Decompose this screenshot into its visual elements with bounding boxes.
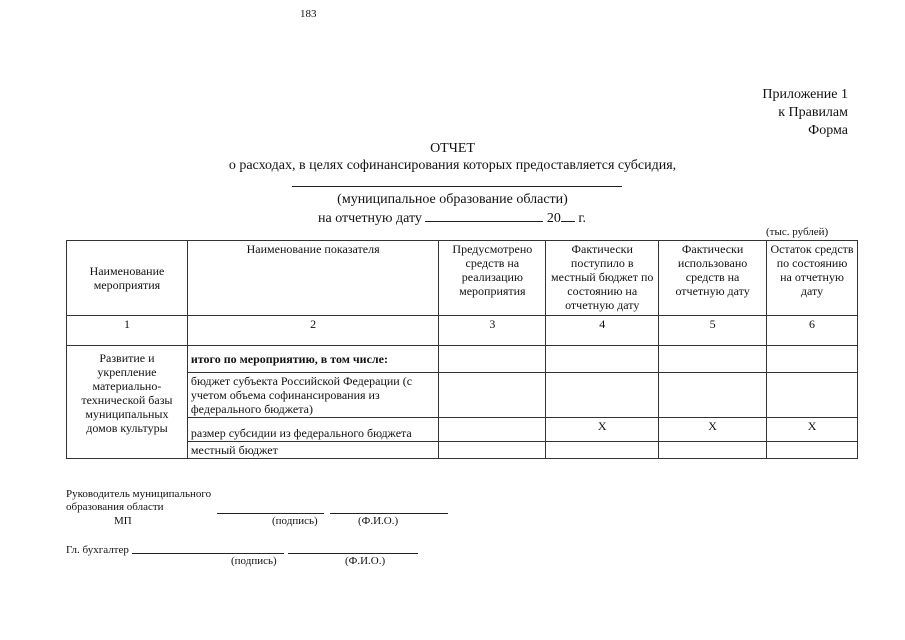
indicator-regional-budget: бюджет субъекта Российской Федерации (с учетом объема софинансирования из федерального бюджета) <box>187 373 439 418</box>
balance-cell <box>767 442 858 459</box>
municipality-label: (муниципальное образование области) <box>337 192 568 207</box>
header-planned: Предусмотрено средств на реализацию мероприятия <box>439 241 546 316</box>
report-subtitle: о расходах, в целях софинансирования которых предоставляется субсидия, <box>228 158 677 173</box>
stamp-place: МП <box>114 515 132 527</box>
header-balance: Остаток средств по состоянию на отчетную дату <box>767 241 858 316</box>
used-cell <box>659 373 767 418</box>
accountant-signature-label: (подпись) <box>231 555 277 567</box>
used-cell <box>659 346 767 373</box>
header-indicator: Наименование показателя <box>187 241 439 316</box>
date-prefix: на отчетную дату <box>318 211 422 226</box>
planned-cell <box>439 418 546 442</box>
head-signature-line <box>217 513 324 514</box>
column-number: 4 <box>546 316 659 346</box>
indicator-total: итого по мероприятию, в том числе: <box>187 346 439 373</box>
column-number: 5 <box>659 316 767 346</box>
head-title-line-1: Руководитель муниципального <box>66 488 212 500</box>
report-table <box>66 240 858 459</box>
municipality-blank-line <box>292 186 622 187</box>
received-cell: X <box>546 418 659 442</box>
accountant-signature-line <box>132 553 284 554</box>
appendix-line-2: к Правилам <box>778 105 848 120</box>
head-signature-label: (подпись) <box>272 515 318 527</box>
planned-cell <box>439 442 546 459</box>
used-cell: X <box>659 418 767 442</box>
accountant-name-line <box>288 553 418 554</box>
date-suffix: г. <box>578 211 587 226</box>
header-received: Фактически поступило в местный бюджет по состоянию на отчетную дату <box>546 241 659 316</box>
head-title-line-2: образования области <box>66 501 164 513</box>
date-blank <box>425 209 543 222</box>
accountant-fio-label: (Ф.И.О.) <box>345 555 386 567</box>
head-name-line <box>330 513 448 514</box>
indicator-federal-subsidy: размер субсидии из федерального бюджета <box>187 418 439 442</box>
balance-cell: X <box>767 418 858 442</box>
appendix-line-1: Приложение 1 <box>762 87 848 102</box>
accountant-label: Гл. бухгалтер <box>66 544 129 556</box>
received-cell <box>546 442 659 459</box>
planned-cell <box>439 373 546 418</box>
column-number: 3 <box>439 316 546 346</box>
appendix-note <box>762 86 848 140</box>
units-label: (тыс. рублей) <box>766 226 829 238</box>
year-blank <box>561 209 575 222</box>
appendix-line-3: Форма <box>808 123 848 138</box>
used-cell <box>659 442 767 459</box>
received-cell <box>546 373 659 418</box>
column-number: 6 <box>767 316 858 346</box>
balance-cell <box>767 373 858 418</box>
report-date-line <box>318 209 586 227</box>
planned-cell <box>439 346 546 373</box>
column-number-row <box>67 316 858 346</box>
indicator-local-budget: местный бюджет <box>187 442 439 459</box>
header-used: Фактически использовано средств на отчетную дату <box>659 241 767 316</box>
received-cell <box>546 346 659 373</box>
head-fio-label: (Ф.И.О.) <box>358 515 399 527</box>
page-number: 183 <box>300 8 317 20</box>
head-signature-block <box>66 488 211 514</box>
table-row <box>67 346 858 373</box>
report-title: ОТЧЕТ <box>430 141 475 156</box>
column-number: 2 <box>187 316 439 346</box>
column-number: 1 <box>67 316 188 346</box>
activity-name: Развитие и укрепление материально-технической базы муниципальных домов культуры <box>67 346 188 459</box>
balance-cell <box>767 346 858 373</box>
header-activity: Наименование мероприятия <box>67 241 188 316</box>
date-year-prefix: 20 <box>546 211 561 226</box>
header-row <box>67 241 858 316</box>
